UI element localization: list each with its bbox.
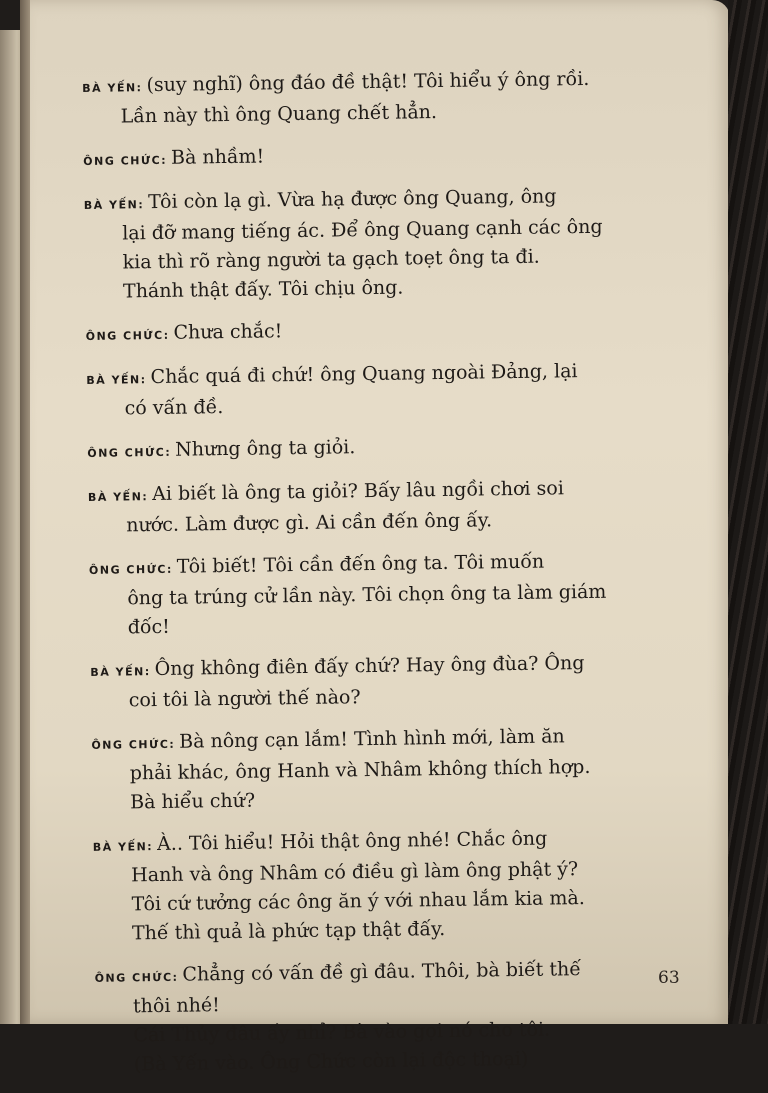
line-text: Tôi cứ tưởng các ông ăn ý với nhau lắm kia mà.: [131, 887, 585, 916]
dialogue-entry: [93, 823, 695, 949]
line-text: Tôi còn lạ gì. Vừa hạ được ông Quang, ông: [147, 185, 557, 214]
speaker-name: BÀ YẾN:: [86, 373, 147, 387]
line-text: Cái Thủy đâu ấy nhỉ? Bà vào gọi nó cho tôi.: [133, 1018, 551, 1047]
line-text: ông ta trúng cử lần này. Tôi chọn ông ta làm giám: [127, 580, 607, 610]
page-number: 63: [658, 968, 680, 988]
dialogue-entry: [84, 181, 686, 307]
line-text: Bà nông cạn lắm! Tình hình mới, làm ăn: [179, 725, 565, 753]
dialogue-line: [87, 429, 687, 468]
line-text: đốc!: [127, 615, 170, 639]
speaker-name: BÀ YẾN:: [82, 81, 143, 95]
line-text: (suy nghĩ) ông đáo đề thật! Tôi hiểu ý ông rồi.: [146, 67, 590, 97]
line-text: Thế thì quả là phức tạp thật đấy.: [131, 918, 446, 945]
line-text: Nhưng ông ta giỏi.: [174, 436, 356, 461]
line-text: À.. Tôi hiểu! Hỏi thật ông nhé! Chắc ông: [156, 827, 548, 856]
line-text: Thánh thật đấy. Tôi chịu ông.: [122, 276, 404, 303]
line-text: Bà hiểu chứ?: [130, 789, 256, 814]
speaker-name: BÀ YẾN:: [87, 490, 149, 504]
dialogue-entry: [85, 312, 685, 351]
speaker-name: ÔNG CHỨC:: [88, 562, 173, 577]
table-background: [728, 0, 768, 1024]
line-text: Bà nhầm!: [170, 145, 265, 169]
line-text: Hanh và ông Nhâm có điều gì làm ông phật ý?: [131, 858, 579, 887]
speaker-name: BÀ YẾN:: [83, 198, 145, 212]
dialogue-entry: [88, 473, 689, 541]
line-text: Ai biết là ông ta giỏi? Bấy lâu ngồi chơi soi: [152, 477, 564, 506]
dialogue-entry: [94, 954, 696, 1080]
speaker-name: ÔNG CHỨC:: [85, 328, 170, 343]
line-text: Chắc quá đi chứ! ông Quang ngoài Đảng, lại: [150, 360, 578, 389]
dialogue-entry: [87, 429, 687, 468]
line-text: Lần này thì ông Quang chết hẳn.: [120, 101, 438, 128]
dialogue-entry: [90, 648, 691, 716]
dialogue-line: [85, 312, 685, 351]
line-text: kia thì rõ ràng người ta gạch toẹt ông ta đi.: [122, 245, 540, 274]
line-text: thôi nhé!: [132, 994, 220, 1018]
line-text: phải khác, ông Hanh và Nhâm không thích hợp.: [129, 755, 591, 785]
dialogue-entry: [82, 64, 683, 132]
dialogue-text: [82, 64, 696, 1093]
line-text: (Bà Yến vào. Ông Chức còn lại độc thoại): [133, 1047, 529, 1076]
speaker-name: ÔNG CHỨC:: [83, 153, 168, 168]
line-text: Tôi biết! Tôi cần đến ông ta. Tôi muốn: [176, 550, 545, 578]
line-text: Chẳng có vấn đề gì đâu. Thôi, bà biết thế: [182, 958, 582, 986]
line-text: có vấn đề.: [124, 396, 224, 420]
dialogue-entry: [89, 546, 690, 643]
line-text: coi tôi là người thế nào?: [128, 686, 361, 712]
speaker-name: ÔNG CHỨC:: [94, 970, 179, 985]
speaker-name: BÀ YẾN:: [90, 665, 151, 679]
speaker-name: BÀ YẾN:: [92, 840, 154, 854]
dialogue-entry: [86, 356, 687, 424]
line-text: Ông không điên đấy chứ? Hay ông đùa? Ông: [154, 652, 585, 681]
line-text: lại đỡ mang tiếng ác. Để ông Quang cạnh các ông: [122, 215, 603, 245]
line-text: Chưa chắc!: [173, 320, 283, 344]
dialogue-entry: [91, 721, 692, 818]
dialogue-line: [83, 137, 683, 176]
line-text: nước. Làm được gì. Ai cần đến ông ấy.: [126, 509, 493, 537]
speaker-name: ÔNG CHỨC:: [87, 445, 172, 460]
dialogue-entry: [83, 137, 683, 176]
speaker-name: ÔNG CHỨC:: [91, 737, 176, 752]
